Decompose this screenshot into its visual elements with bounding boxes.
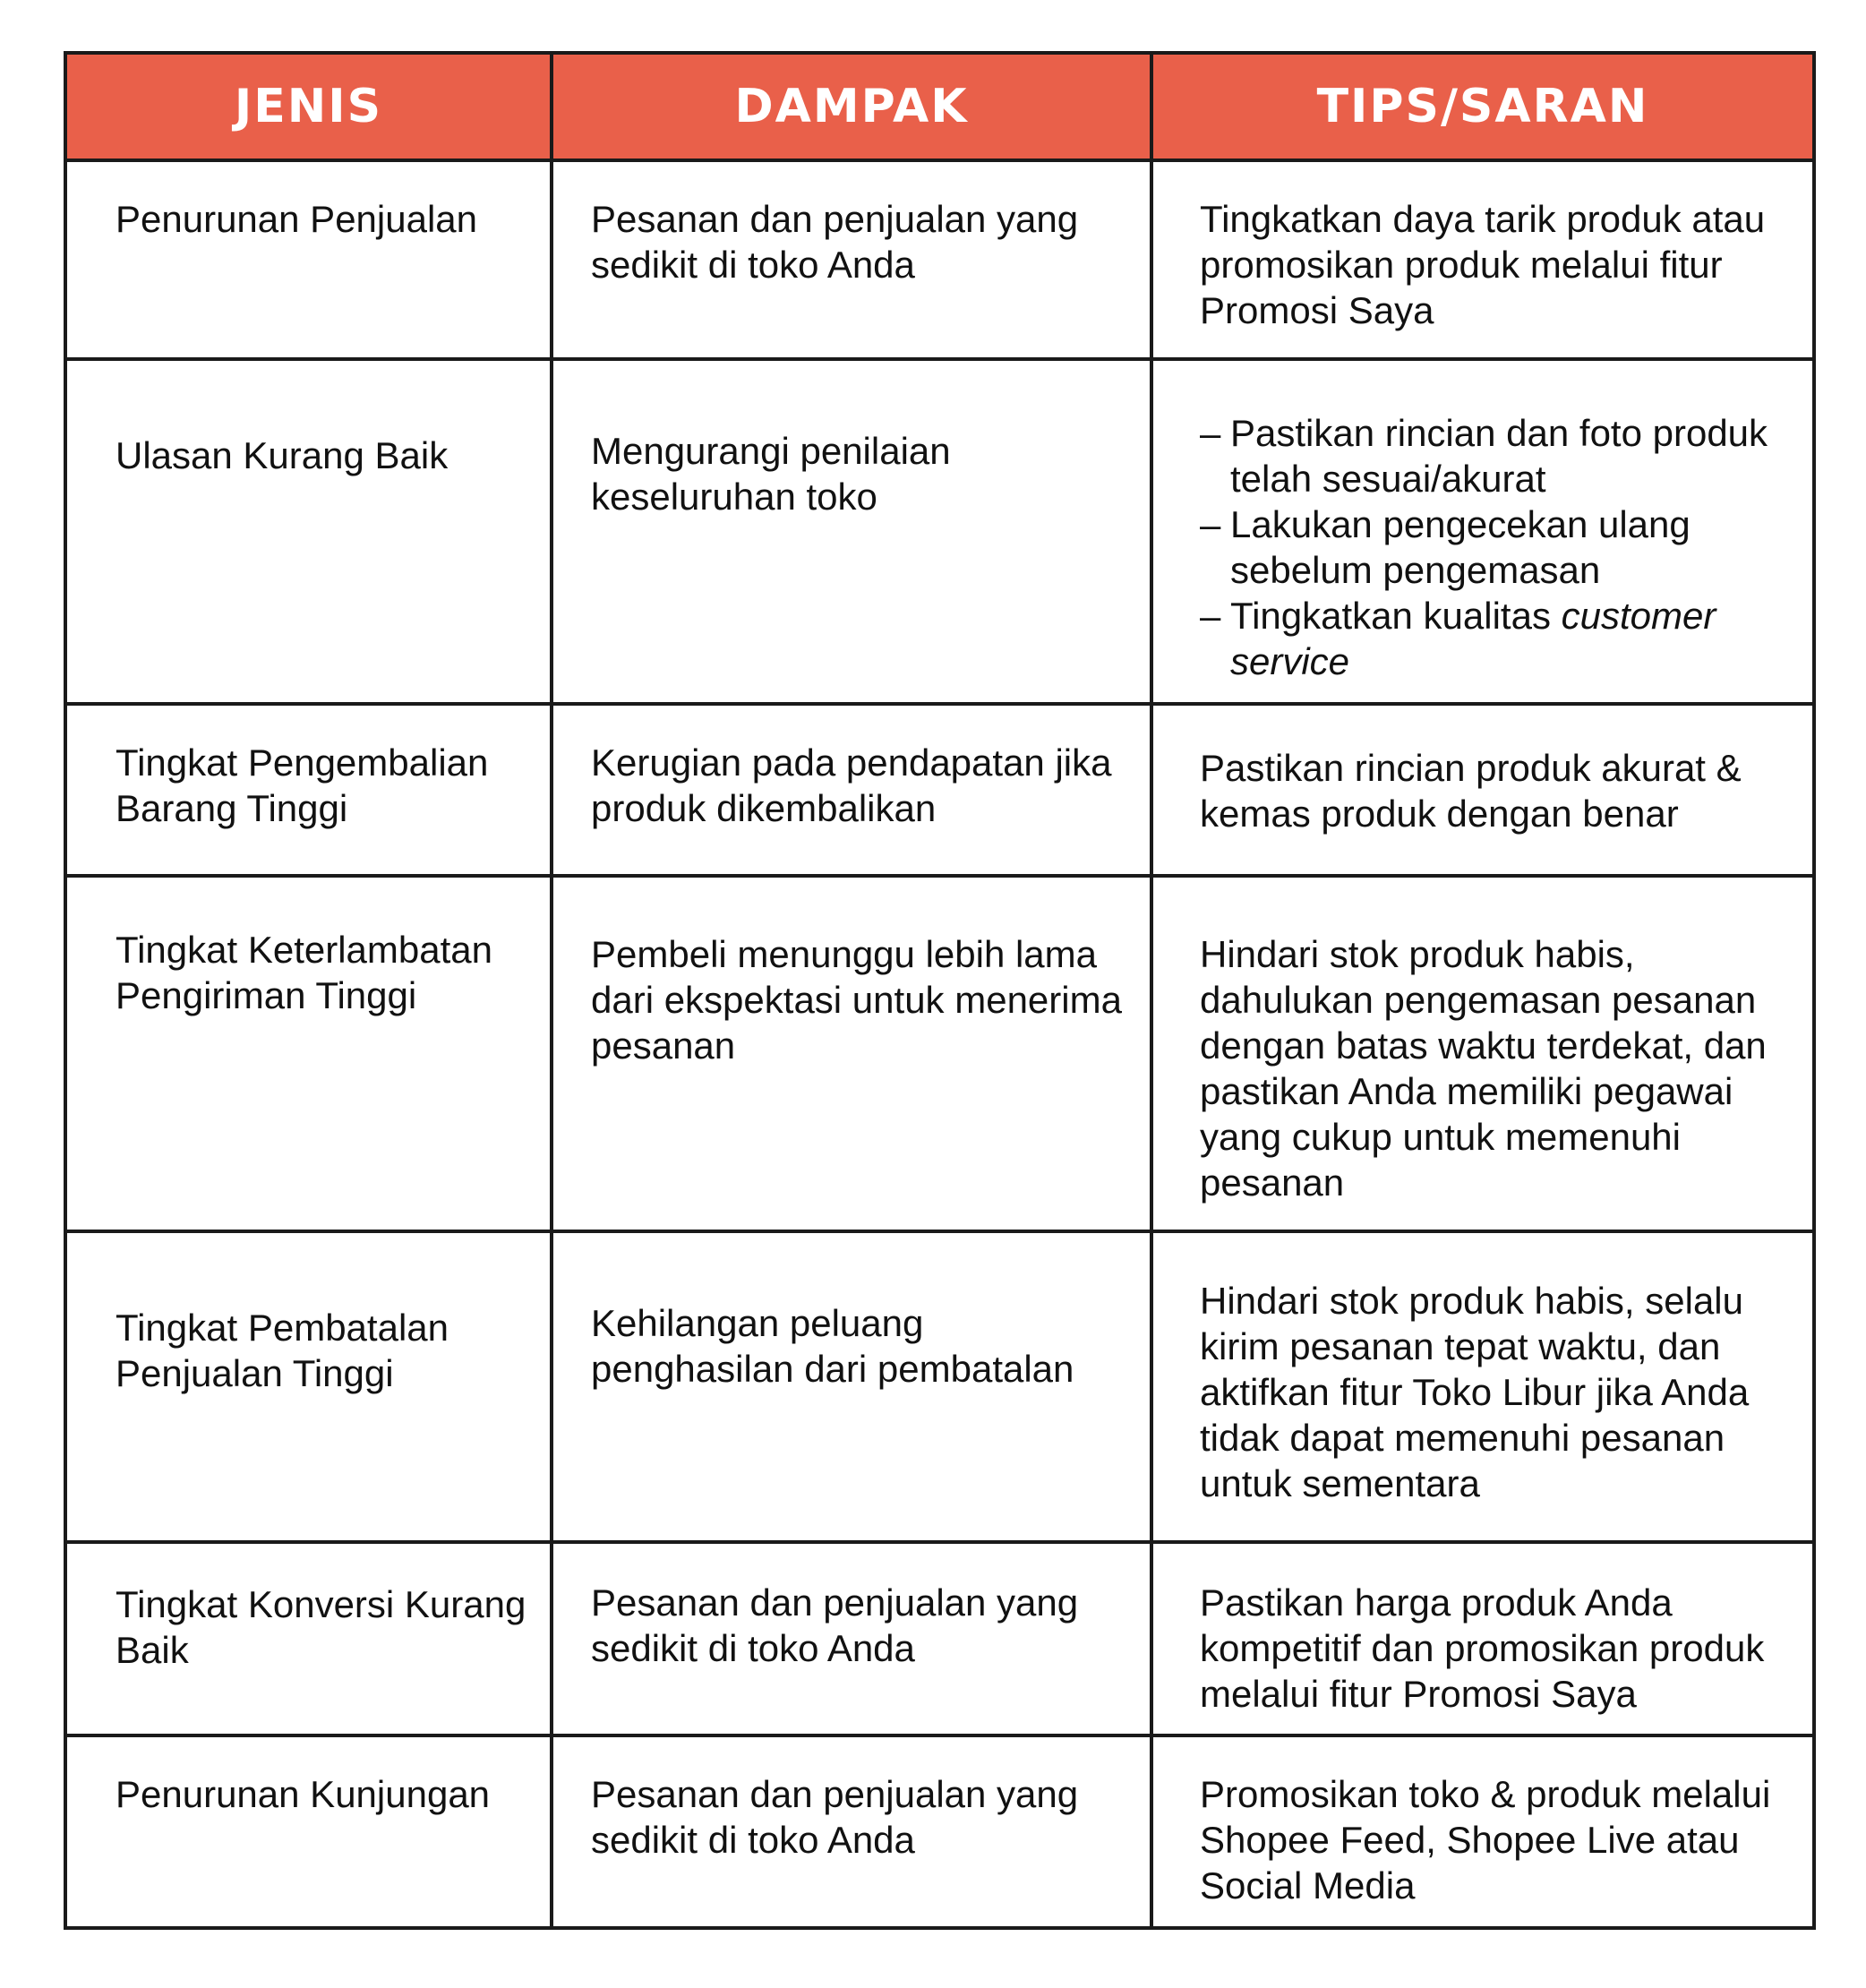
cell-jenis: Tingkat Pembatalan Penjualan Tinggi [65, 1231, 552, 1542]
cell-jenis: Penurunan Kunjungan [65, 1735, 552, 1928]
cell-tips: Pastikan rincian produk akurat & kemas produk dengan benar [1151, 704, 1814, 876]
header-jenis: JENIS [65, 53, 552, 160]
performance-table [64, 51, 1816, 1930]
list-item [1200, 593, 1796, 684]
cell-tips: Hindari stok produk habis, selalu kirim pesanan tepat waktu, dan aktifkan fitur Toko Libur jika Anda tidak dapat memenuhi pesanan untuk sementara [1151, 1231, 1814, 1542]
header-dampak: DAMPAK [552, 53, 1151, 160]
cell-jenis: Tingkat Pengembalian Barang Tinggi [65, 704, 552, 876]
cell-tips [1151, 359, 1814, 704]
cell-dampak: Kehilangan peluang penghasilan dari pembatalan [552, 1231, 1151, 1542]
cell-dampak: Mengurangi penilaian keseluruhan toko [552, 359, 1151, 704]
cell-dampak: Pesanan dan penjualan yang sedikit di toko Anda [552, 1542, 1151, 1735]
tips-list [1200, 410, 1796, 684]
header-tips: TIPS/SARAN [1151, 53, 1814, 160]
cell-tips: Promosikan toko & produk melalui Shopee Feed, Shopee Live atau Social Media [1151, 1735, 1814, 1928]
cell-jenis: Ulasan Kurang Baik [65, 359, 552, 704]
cell-tips: Pastikan harga produk Anda kompetitif dan promosikan produk melalui fitur Promosi Saya [1151, 1542, 1814, 1735]
table-row [65, 1542, 1814, 1735]
tips-last-emphasis: customer service [1230, 595, 1716, 682]
table-row [65, 160, 1814, 359]
list-item: – Pastikan rincian dan foto produk telah sesuai/akurat [1200, 410, 1796, 501]
table-row [65, 1735, 1814, 1928]
table-row [65, 876, 1814, 1231]
cell-dampak: Pesanan dan penjualan yang sedikit di toko Anda [552, 160, 1151, 359]
cell-dampak: Pembeli menunggu lebih lama dari ekspektasi untuk menerima pesanan [552, 876, 1151, 1231]
cell-tips: Hindari stok produk habis, dahulukan pengemasan pesanan dengan batas waktu terdekat, dan pastikan Anda memiliki pegawai yang cukup untuk memenuhi pesanan [1151, 876, 1814, 1231]
table-row [65, 704, 1814, 876]
tips-last-prefix: Tingkatkan kualitas [1230, 595, 1551, 637]
cell-dampak: Kerugian pada pendapatan jika produk dikembalikan [552, 704, 1151, 876]
header-row [65, 53, 1814, 160]
cell-jenis: Tingkat Konversi Kurang Baik [65, 1542, 552, 1735]
list-item: – Lakukan pengecekan ulang sebelum pengemasan [1200, 501, 1796, 593]
table-row [65, 359, 1814, 704]
table-row [65, 1231, 1814, 1542]
cell-tips: Tingkatkan daya tarik produk atau promosikan produk melalui fitur Promosi Saya [1151, 160, 1814, 359]
cell-jenis: Penurunan Penjualan [65, 160, 552, 359]
cell-dampak: Pesanan dan penjualan yang sedikit di toko Anda [552, 1735, 1151, 1928]
cell-jenis: Tingkat Keterlambatan Pengiriman Tinggi [65, 876, 552, 1231]
